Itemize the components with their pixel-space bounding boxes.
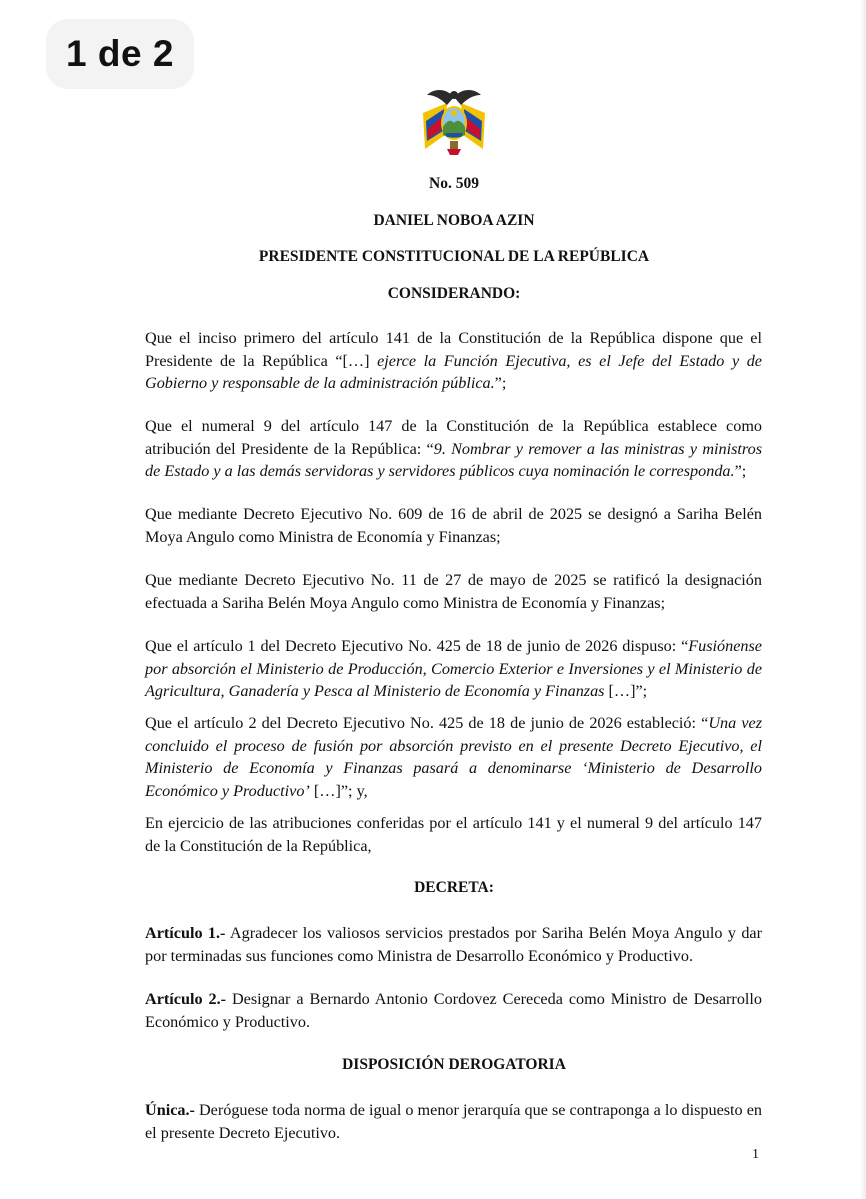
considerando-paragraph-4: Que mediante Decreto Ejecutivo No. 11 de 27 de mayo de 2025 se ratificó la designación efectuada a Sariha Belén Moya Angulo como Ministra de Economía y Finanzas; <box>145 571 762 612</box>
decree-number: No. 509 <box>429 175 479 192</box>
page-number: 1 <box>752 1147 759 1162</box>
page-indicator: 1 de 2 <box>46 19 194 89</box>
article-1: Artículo 1.- Agradecer los valiosos servicios prestados por Sariha Belén Moya Angulo y dar por terminadas sus funciones como Ministra de Desarrollo Económico y Productivo. <box>145 924 762 965</box>
considerando-paragraph-7: En ejercicio de las atribuciones conferidas por el artículo 141 y el numeral 9 del artículo 147 de la Constitución de la República, <box>145 814 762 855</box>
president-office: PRESIDENTE CONSTITUCIONAL DE LA REPÚBLICA <box>258 248 650 265</box>
decreta-heading: DECRETA: <box>414 879 494 896</box>
derogatoria-label: Única.- <box>145 1101 195 1119</box>
considerando-paragraph-6: Que el artículo 2 del Decreto Ejecutivo No. 425 de 18 de junio de 2026 estableció: “Una vez concluido el proceso de fusión por absorción previsto en el presente Decreto Ejecutivo, el Ministerio de Economía y Finanzas pasará a denominarse ‘Ministerio de Desarrollo Económico y Productivo’ […]”; y, <box>145 714 763 800</box>
article-2: Artículo 2.- Designar a Bernardo Antonio Cordovez Cereceda como Ministro de Desarrollo Económico y Productivo. <box>145 990 762 1031</box>
derogatoria-heading: DISPOSICIÓN DEROGATORIA <box>342 1056 566 1073</box>
article-1-label: Artículo 1.- <box>145 924 226 942</box>
considerando-heading: CONSIDERANDO: <box>387 285 521 302</box>
considerando-paragraph-3: Que mediante Decreto Ejecutivo No. 609 de 16 de abril de 2025 se designó a Sariha Belén Moya Angulo como Ministra de Economía y Finanzas; <box>145 505 762 546</box>
coat-of-arms-ecuador-icon <box>417 83 491 157</box>
president-name: DANIEL NOBOA AZIN <box>373 212 535 229</box>
considerando-paragraph-5: Que el artículo 1 del Decreto Ejecutivo No. 425 de 18 de junio de 2026 dispuso: “Fusiónense por absorción el Ministerio de Producción, Comercio Exterior e Inversiones y el Ministerio de Agricultura, Ganadería y Pesca al Ministerio de Economía y Finanzas […]”; <box>145 637 762 700</box>
article-2-label: Artículo 2.- <box>145 990 227 1008</box>
considerando-paragraph-2: Que el numeral 9 del artículo 147 de la Constitución de la República establece como atribución del Presidente de la República: “9. Nombrar y remover a las ministras y ministros de Estado y a las demás servidoras y servidores públicos cuya nominación le corresponda.”; <box>145 417 762 480</box>
derogatoria-unica: Única.- Deróguese toda norma de igual o menor jerarquía que se contraponga a lo dispuesto en el presente Decreto Ejecutivo. <box>145 1101 762 1142</box>
considerando-paragraph-1: Que el inciso primero del artículo 141 de la Constitución de la República dispone que el Presidente de la República “[…] ejerce la Función Ejecutiva, es el Jefe del Estado y de Gobierno y responsable de la administración pública.”; <box>145 329 762 392</box>
